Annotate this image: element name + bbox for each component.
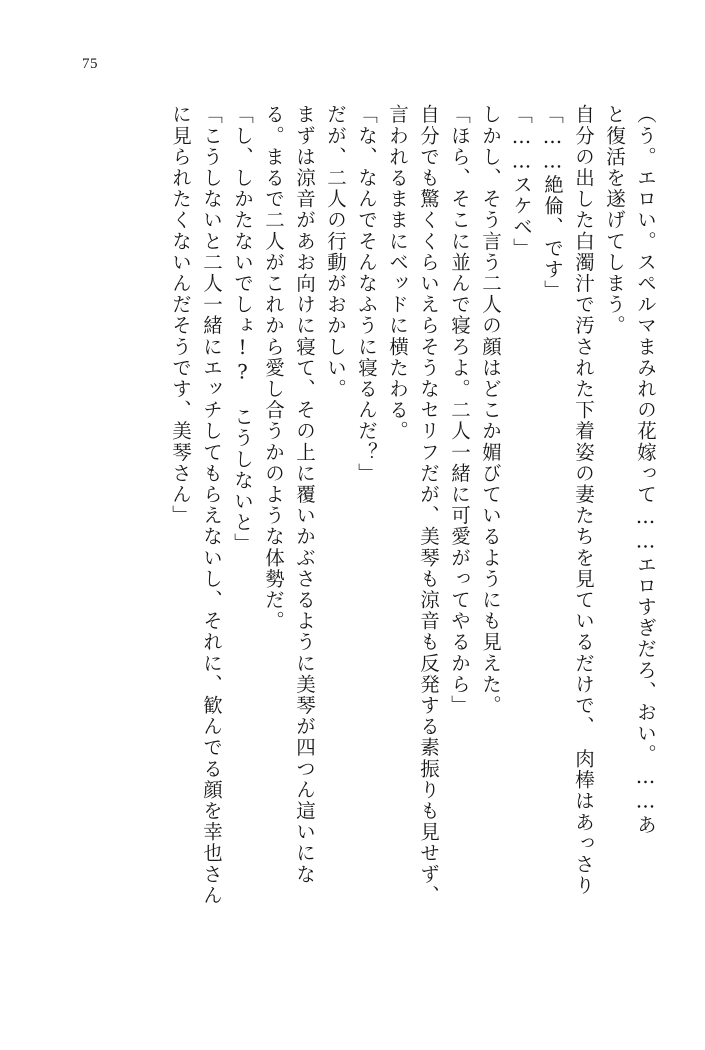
text-line: 自分でも驚くくらいえらそうなセリフだが、美琴も涼音も反発する素振りも見せず、 [417, 104, 440, 906]
text-line: 「……絶倫、です」 [541, 104, 564, 301]
text-line: 「ほら、そこに並んで寝ろよ。二人一緒に可愛がってやるから」 [448, 104, 471, 716]
text-line: 「な、なんでそんなふうに寝るんだ？」 [355, 104, 378, 484]
text-line: る。まるで二人がこれから愛し合うかのような体勢だ。 [262, 104, 285, 632]
vertical-text-block [40, 104, 661, 984]
text-line: に見られたくないんだそうです、美琴さん」 [169, 104, 192, 526]
text-line: 「……スケベ」 [510, 104, 533, 259]
text-line: まずは涼音があお向けに寝て、その上に覆いかぶさるように美琴が四つん這いにな [293, 104, 316, 885]
text-line: だが、二人の行動がおかしい。 [324, 104, 347, 400]
text-line: 「し、しかたないでしょ!? こうしないと」 [231, 104, 254, 555]
text-line: 言われるままにベッドに横たわる。 [386, 104, 409, 442]
text-line: （う。エロい。スペルマまみれの花嫁って……エロすぎだろ、おい。……あ [634, 104, 657, 836]
text-line: と復活を遂げてしまう。 [603, 104, 626, 337]
text-line: しかし、そう言う二人の顔はどこか媚びているようにも見えた。 [479, 104, 502, 716]
text-line: 自分の出した白濁汁で汚された下着姿の妻たちを見ているだけで、 肉棒はあっさり [572, 104, 595, 897]
page-number: 75 [82, 56, 98, 72]
text-line: 「こうしないと二人一緒にエッチしてもらえないし、それに、歓んでる顔を幸也さん [200, 104, 223, 906]
